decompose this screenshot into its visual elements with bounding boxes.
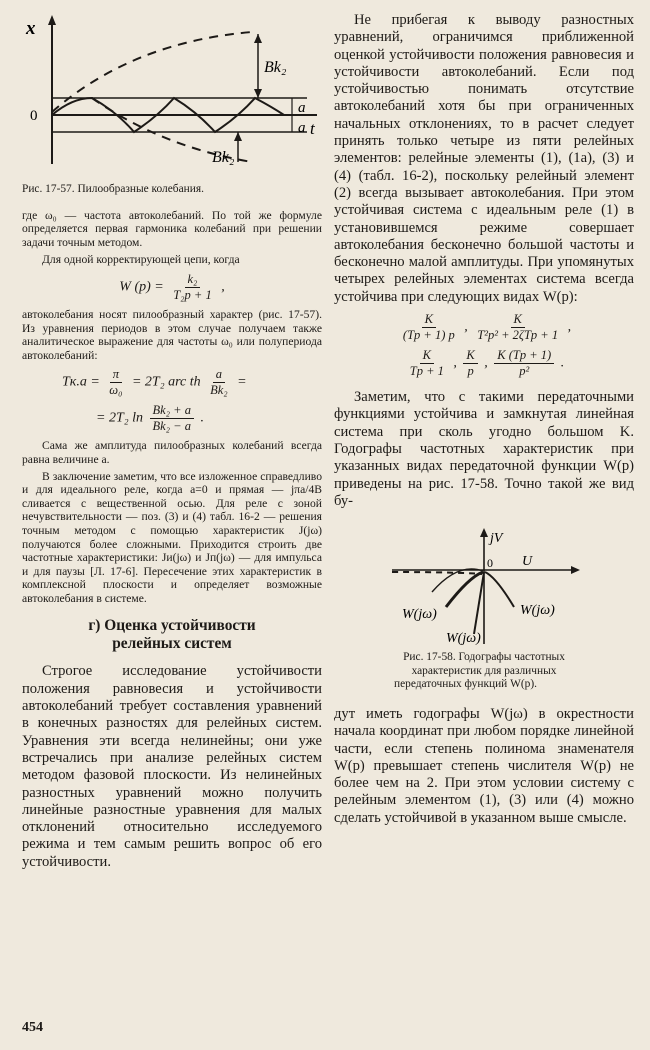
label-w2: W(jω) [446, 631, 481, 647]
hodograph-2 [474, 572, 484, 634]
tf2-numerator: K [511, 312, 525, 328]
figure-17-57 [22, 12, 322, 197]
eq2-lhs: Tк.а = [62, 375, 100, 391]
eq3-fraction [150, 403, 194, 434]
heading-line-2: релейных систем [112, 635, 232, 653]
eq2-tail: = [237, 375, 247, 391]
left-paragraph-4: Сама же амплитуда пилообразных колебаний всегда равна величине a. [22, 439, 322, 466]
eq2-middle: = 2T₂ arc th [131, 375, 201, 391]
right-column [334, 12, 634, 827]
tf5-end: . [560, 355, 565, 371]
label-origin-58: 0 [487, 556, 493, 571]
label-t: t [310, 119, 315, 138]
caption-17-57: Рис. 17-57. Пилообразные колебания. [22, 183, 204, 195]
jv-axis-arrow [480, 528, 488, 537]
section-heading [22, 617, 322, 653]
label-u: U [522, 554, 533, 570]
tf5 [494, 348, 554, 379]
left-paragraph-6: Строгое исследование устойчивости положения равновесия и устойчивости автоколебаний требует составления уравнений в конечных разностях для релейных систем. Уравнения эти всегда нелинейны; они уже встречались при анализе релейных систем методом фазовой плоскости. Из нелинейных разностных уравнений можно получить линейные разностные уравнения для малых отклонений относительно исследуемого режима и тем самым решить вопрос об его устойчивости. [22, 663, 322, 870]
heading-line-1: г) Оценка устойчивости [88, 617, 256, 635]
hodograph-dashed [392, 572, 482, 574]
label-bk2-bottom: Bk₂ [212, 149, 235, 166]
tf5-numerator: K (Tp + 1) [494, 348, 554, 364]
hodograph-plot [334, 522, 634, 647]
tf5-denominator: p² [519, 364, 530, 379]
tf1 [400, 312, 458, 343]
eq1-fraction [170, 272, 214, 303]
transfer-functions [334, 312, 634, 379]
left-paragraph-2: Для одной корректирующей цепи, когда [42, 253, 240, 267]
tf1-denominator: (Tp + 1) p [402, 328, 455, 343]
equation-wp [22, 272, 322, 303]
equation-row-1 [22, 272, 322, 303]
label-w3: W(jω) [520, 603, 555, 619]
label-a-bottom: a [298, 120, 306, 136]
tf3-sep: , [453, 355, 457, 371]
tf3 [407, 348, 447, 379]
sawtooth-plot [22, 12, 322, 177]
bk2-top-arrow-up [254, 34, 262, 43]
eq2-fraction-2 [207, 367, 231, 398]
hodograph-3 [485, 572, 514, 607]
eq2-fraction-1 [106, 367, 125, 398]
hodograph-1 [446, 572, 483, 607]
right-paragraph-2: Заметим, что с такими передаточными функциями устойчива и замкнутая линейная система при сколь угодно большом K. Годографы частотных характеристик при указанных видах передаточной функции W(p) приведены на рис. 17-58. Точно такой же вид бу- [334, 389, 634, 509]
eq2-denominator-2: Bk₂ [210, 383, 228, 398]
eq2-numerator-2: a [213, 367, 225, 383]
eq3-denominator: Bk₂ − a [152, 419, 191, 434]
eq2-numerator-1: π [110, 367, 122, 383]
eq1-lhs: W (p) = [119, 279, 164, 295]
left-paragraph-3: автоколебания носят пилообразный характер (рис. 17-57). Из уравнения периодов в этом случае получаем также аналитическое выражение для частоты ω₀ или полупериода автоколебаний: [22, 307, 322, 362]
tf4-sep: , [484, 355, 488, 371]
tf4 [463, 348, 477, 379]
left-column [22, 12, 322, 871]
right-paragraph-1: Не прибегая к выводу разностных уравнений, ограничимся приближенной оценкой устойчивости положения равновесия и устойчивости автоколебаний. Если под устойчивостью понимать отсутствие автоколебаний хотя бы при ограниченных начальных отклонениях, то в расчет следует принять только четыре из пяти релейных элементов: релейные элементы (1), (1a), (3) и (4) (табл. 16-2), поскольку релейный элемент (2) всегда вызывает автоколебания. При этом устойчивая система с идеальным реле (1) в установившемся режиме совершает автоколебания бесконечно большой частоты и бесконечно малой амплитуды. При упомянутых четырех релейных элементах система всегда устойчива при следующих видах W(p): [334, 12, 634, 305]
equation-row-3 [62, 403, 322, 434]
label-bk2-top: Bk₂ [264, 59, 287, 76]
tf1-sep: , [464, 319, 468, 335]
label-x: x [26, 18, 36, 39]
tf2 [474, 312, 561, 343]
eq3-numerator: Bk₂ + a [150, 403, 194, 419]
tf2-sep: , [567, 319, 572, 335]
tf2-denominator: T²p² + 2ζTp + 1 [477, 328, 559, 343]
label-w1: W(jω) [402, 607, 437, 623]
tf4-numerator: K [463, 348, 477, 364]
tf1-numerator: K [422, 312, 436, 328]
left-paragraph-5: В заключение заметим, что все изложенное справедливо и для идеального реле, когда a=0 и прямая — jπa/4B сливается с вещественной осью. Для реле с зоной нечувствительности — поз. (3) и (4) табл. 16-2 — решения точным методом с помощью характеристик J(jω) получаются более сложными. Приходится строить две частотные характеристики: Jи(jω) и Jп(jω) — для импульса и для паузы [Л. 17-6]. Пересечение этих характеристик в комплексной плоскости и определяет возможные автоколебания в системе. [22, 469, 322, 605]
x-axis-arrow [48, 15, 56, 25]
bk2-top-arrow-down [254, 89, 262, 98]
label-a-top: a [298, 100, 306, 116]
label-jv: jV [490, 531, 503, 547]
caption-17-58: Рис. 17-58. Годографы частотных характеристик для различных передаточных функций W(p). [394, 651, 565, 691]
eq2-denominator-1: ω₀ [109, 383, 123, 398]
label-origin: 0 [30, 108, 38, 124]
left-paragraph-1: где ω₀ — частота автоколебаний. По той же формуле определяется первая гармоника колебаний при решении задачи точным методом. [22, 208, 322, 249]
right-paragraph-3: дут иметь годографы W(jω) в окрестности начала координат при любом порядке линейной части, если степень полинома знаменателя W(p) превышает степень числителя W(p) не более чем на 2. При этом условии систему с релейным элементом (1), (3) или (4) можно сделать устойчивой в указанном выше смысле. [334, 705, 634, 826]
eq1-denominator: T₂p + 1 [173, 287, 212, 302]
tf4-denominator: p [467, 364, 474, 379]
u-axis-arrow [571, 566, 580, 574]
tf-row-1 [334, 312, 634, 343]
bk2-bottom-arrow-up [234, 132, 242, 141]
eq3-lhs: = 2T₂ ln [96, 411, 143, 427]
tf3-denominator: Tp + 1 [409, 364, 444, 379]
figure-17-58 [334, 522, 634, 692]
eq1-tail: , [221, 279, 225, 295]
eq3-tail: . [200, 411, 204, 427]
equation-row-2 [62, 367, 322, 398]
eq1-numerator: k₂ [185, 272, 201, 288]
tf-row-2 [334, 348, 634, 379]
equation-period [22, 367, 322, 434]
page-number: 454 [22, 1020, 43, 1035]
tf3-numerator: K [420, 348, 434, 364]
